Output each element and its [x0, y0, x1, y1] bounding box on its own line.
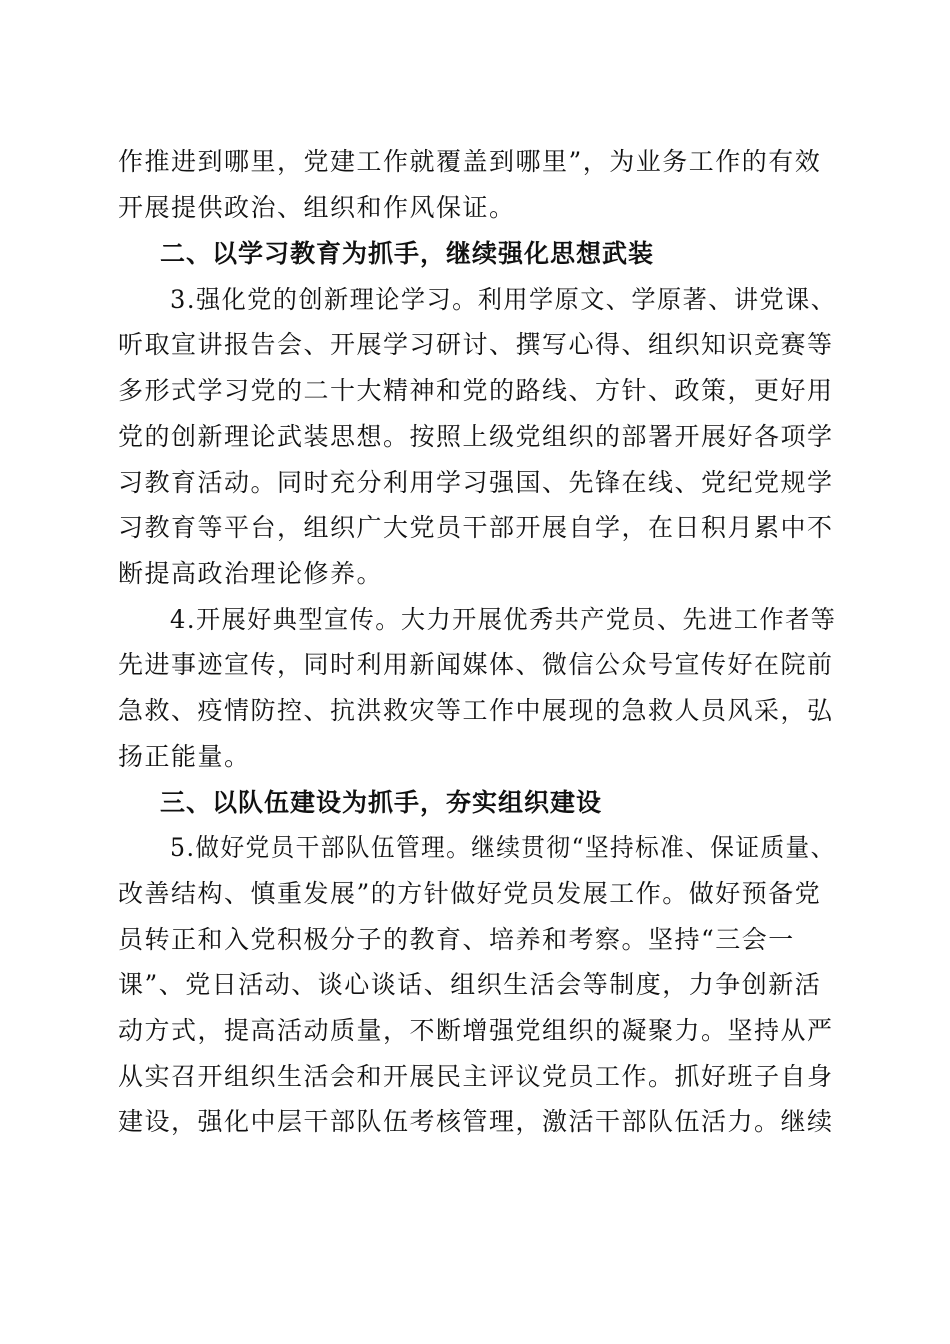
section-heading-3: 三、以队伍建设为抓手，夯实组织建设	[160, 788, 603, 817]
body-text-line: 党的创新理论武装思想。按照上级党组织的部署开展好各项学	[118, 422, 834, 451]
body-text-line: 员转正和入党积极分子的教育、培养和考察。坚持“三会一	[118, 925, 795, 954]
paragraph-3-first-line: 3.强化党的创新理论学习。利用学原文、学原著、讲党课、	[170, 285, 837, 314]
body-text-line: 扬正能量。	[118, 742, 251, 771]
body-text-line: 习教育活动。同时充分利用学习强国、先锋在线、党纪党规学	[118, 468, 834, 497]
body-text-line: 动方式，提高活动质量，不断增强党组织的凝聚力。坚持从严	[118, 1016, 834, 1045]
body-text-line: 断提高政治理论修养。	[118, 559, 384, 588]
paragraph-4-first-line: 4.开展好典型宣传。大力开展优秀共产党员、先进工作者等	[170, 605, 837, 634]
body-text-line: 开展提供政治、组织和作风保证。	[118, 193, 516, 222]
paragraph-5-first-line: 5.做好党员干部队伍管理。继续贯彻“坚持标准、保证质量、	[170, 833, 836, 862]
section-heading-2: 二、以学习教育为抓手，继续强化思想武装	[160, 239, 655, 268]
body-text-line: 作推进到哪里，党建工作就覆盖到哪里”，为业务工作的有效	[118, 147, 822, 176]
body-text-line: 听取宣讲报告会、开展学习研讨、撰写心得、组织知识竞赛等	[118, 330, 834, 359]
body-text-line: 课”、党日活动、谈心谈话、组织生活会等制度，力争创新活	[118, 970, 822, 999]
body-text-line: 多形式学习党的二十大精神和党的路线、方针、政策，更好用	[118, 376, 834, 405]
body-text-line: 建设，强化中层干部队伍考核管理，激活干部队伍活力。继续	[118, 1107, 834, 1136]
body-text-line: 先进事迹宣传，同时利用新闻媒体、微信公众号宣传好在院前	[118, 650, 834, 679]
body-text-line: 改善结构、慎重发展”的方针做好党员发展工作。做好预备党	[118, 879, 822, 908]
body-text-line: 习教育等平台，组织广大党员干部开展自学，在日积月累中不	[118, 513, 834, 542]
body-text-line: 从实召开组织生活会和开展民主评议党员工作。抓好班子自身	[118, 1062, 834, 1091]
body-text-line: 急救、疫情防控、抗洪救灾等工作中展现的急救人员风采，弘	[118, 696, 834, 725]
